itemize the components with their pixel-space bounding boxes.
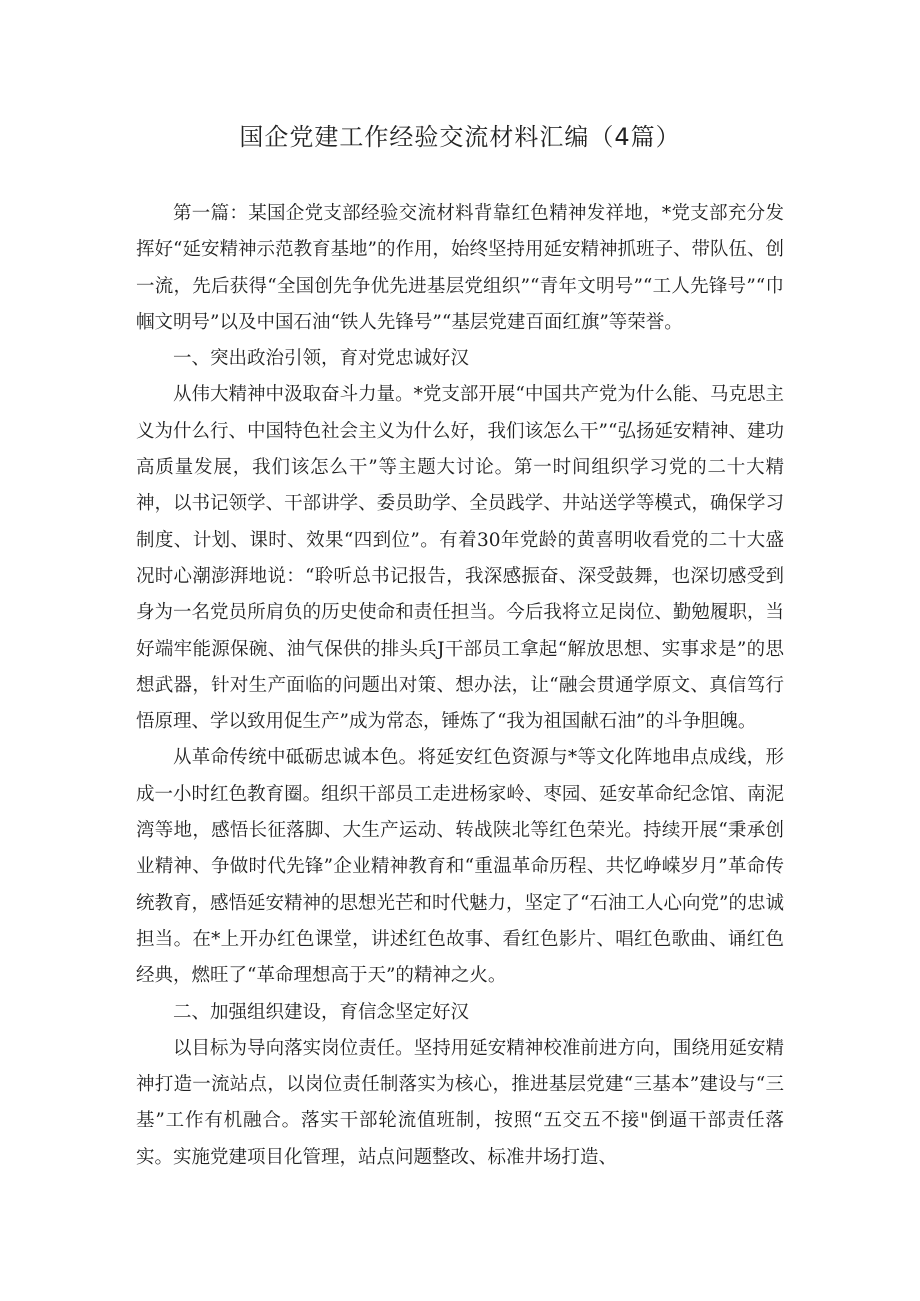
paragraph-section1-2: 从革命传统中砥砺忠诚本色。将延安红色资源与*等文化阵地串点成线，形成一小时红色教育圈。组织干部员工走进杨家岭、枣园、延安革命纪念馆、南泥湾等地，感悟长征落脚、大生产运动、转战陕北等红色荣光。持续开展“秉承创业精神、争做时代先锋”企业精神教育和“重温革命历程、共忆峥嵘岁月”革命传统教育，感悟延安精神的思想光芒和时代魅力，坚定了“石油工人心向党”的忠诚担当。在*上开办红色课堂，讲述红色故事、看红色影片、唱红色歌曲、诵红色经典，燃旺了“革命理想高于天”的精神之火。	[136, 747, 784, 987]
document-body	[136, 196, 784, 1176]
document-title: 国企党建工作经验交流材料汇编（4篇）	[239, 123, 681, 151]
paragraph-section2-1: 以目标为导向落实岗位责任。坚持用延安精神校准前进方向，围绕用延安精神打造一流站点，以岗位责任制落实为核心，推进基层党建“三基本”建设与“三基”工作有机融合。落实干部轮流值班制，按照“五交五不接"倒逼干部责任落实。实施党建项目化管理，站点问题整改、标准井场打造、	[136, 1037, 784, 1168]
paragraph-section1-1: 从伟大精神中汲取奋斗力量。*党支部开展“中国共产党为什么能、马克思主义为什么行、中国特色社会主义为什么好，我们该怎么干”“弘扬延安精神、建功高质量发展，我们该怎么干”等主题大讨论。第一时间组织学习党的二十大精神，以书记领学、干部讲学、委员助学、全员践学、井站送学等模式，确保学习制度、计划、课时、效果“四到位”。有着30年党龄的黄喜明收看党的二十大盛况时心潮澎湃地说：“聆听总书记报告，我深感振奋、深受鼓舞，也深切感受到身为一名党员所肩负的历史使命和责任担当。今后我将立足岗位、勤勉履职，当好端牢能源保碗、油气保供的排头兵J干部员工拿起“解放思想、实事求是”的思想武器，针对生产面临的问题出对策、想办法，让“融会贯通学原文、真信笃行悟原理、学以致用促生产”成为常态，锤炼了“我为祖国献石油”的斗争胆魄。	[136, 384, 784, 733]
paragraph-intro: 第一篇：某国企党支部经验交流材料背靠红色精神发祥地，*党支部充分发挥好“延安精神示范教育基地”的作用，始终坚持用延安精神抓班子、带队伍、创一流，先后获得“全国创先争优先进基层党组织”“青年文明号”“工人先锋号”“巾帼文明号”以及中国石油“铁人先锋号”“基层党建百面红旗”等荣誉。	[136, 203, 784, 333]
section-heading-2: 二、加强组织建设，育信念坚定好汉	[173, 1001, 470, 1023]
section-heading-1: 一、突出政治引领，育对党忠诚好汉	[173, 348, 470, 370]
